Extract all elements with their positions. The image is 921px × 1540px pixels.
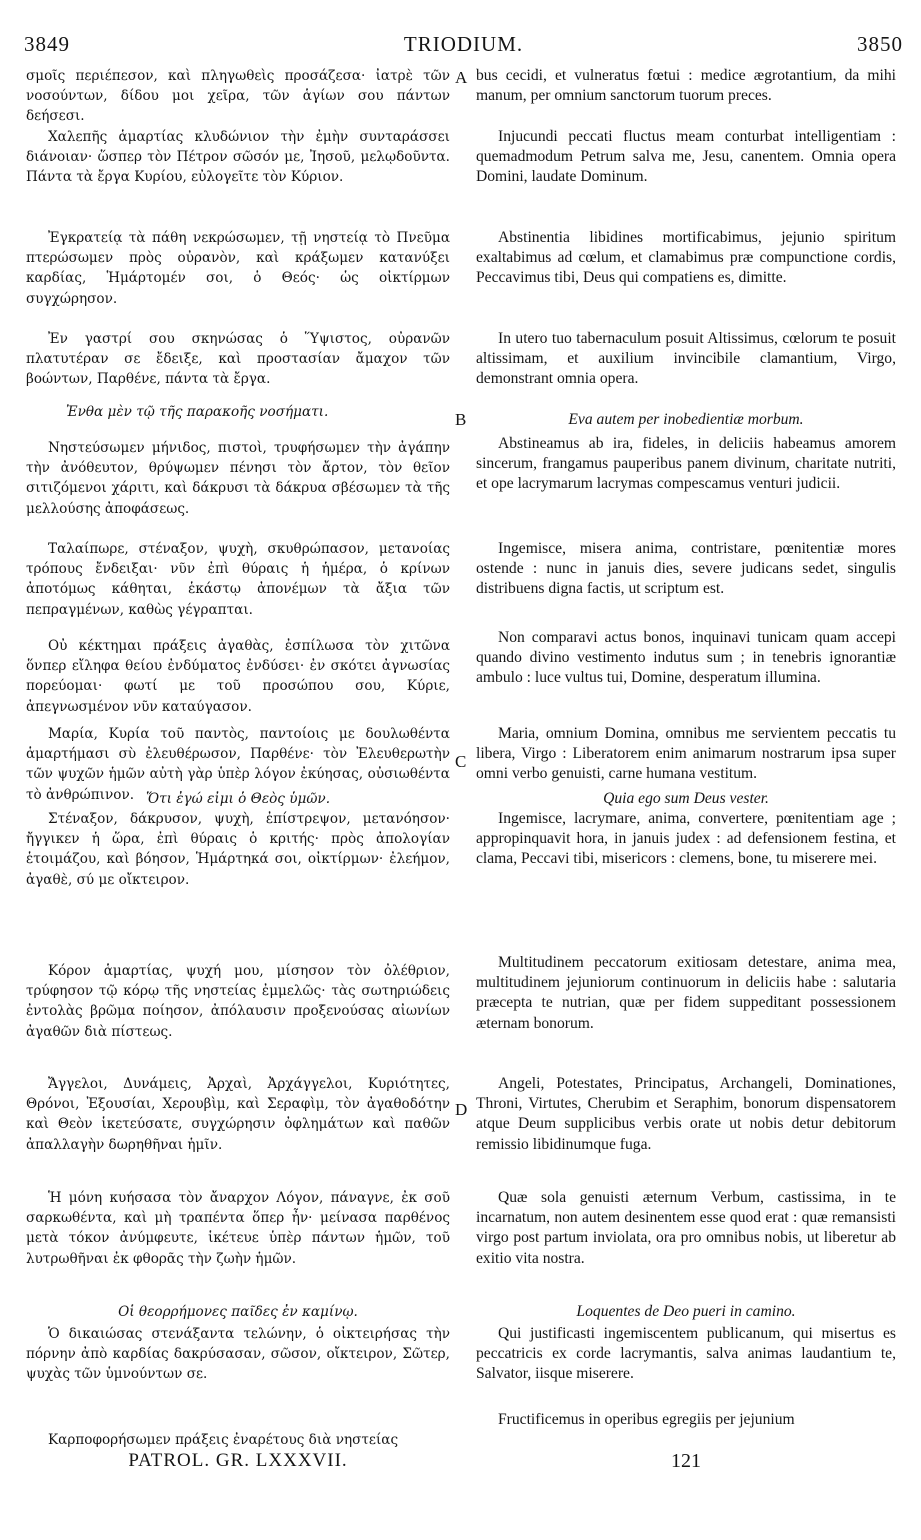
greek-paragraph: Μαρία, Κυρία τοῦ παντὸς, παντοίοις με δουλωθέντα ἁμαρτήμασι σὺ ἐλευθέρωσον, Παρθένε· τὸν Ἐλευθερωτὴν τῶν ψυχῶν ἡμῶν αὐτὴ γὰρ ὑπὲρ λόγον ἐκύησας, οὐσιωθέντα τὸ ἀνθρώπινον. [26, 726, 450, 803]
greek-paragraph: Ἡ μόνη κυήσασα τὸν ἄναρχον Λόγον, πάναγνε, ἐκ σοῦ σαρκωθέντα, καὶ μὴ τραπέντα ὅπερ ἦν· μείνασα παρθένος μετὰ τόκον ἀνύμφευτε, ἱκέτευε ὑπὲρ πάντων ἡμῶν, τοῦ λυτρωθῆναι ἐκ φθορᾶς τὴν ζωὴν ἡμῶν. [26, 1190, 450, 1267]
margin-letter-c: C [455, 752, 467, 771]
margin-letter-d: D [455, 1100, 468, 1119]
latin-paragraph: Quæ sola genuisti æternum Verbum, castissima, in te incarnatum, non autem desinentem esse quod erat : quæ remansisti virgo post partum inviolata, ora pro omnibus nobis, ut liberetur ab exitio vita nostra. [476, 1189, 896, 1267]
greek-heading: Οἱ θεορρήμονες παῖδες ἐν καμίνῳ. [118, 1304, 358, 1320]
greek-paragraph: Ἄγγελοι, Δυνάμεις, Ἀρχαὶ, Ἀρχάγγελοι, Κυριότητες, Θρόνοι, Ἐξουσίαι, Χερουβὶμ, καὶ Σεραφὶμ, τὸν ἀγαθοδότην καὶ Θεὸν ἱκετεύσατε, συγχώρησιν ὀφλημάτων καὶ παθῶν ἀπαλλαγὴν δωρηθῆναι ἡμῖν. [26, 1076, 450, 1153]
greek-paragraph: Στέναξον, δάκρυσον, ψυχὴ, ἐπίστρεψον, μετανόησον· ἤγγικεν ἡ ὥρα, ἐπὶ θύραις ὁ κριτής· πρὸς ἀπολογίαν ἑτοιμάζου, καὶ βόησον, Ἡμάρτηκά σοι, οἰκτίρμων· ἐλεήμον, ἀγαθὲ, σύ με οἴκτειρον. [26, 811, 450, 888]
latin-paragraph: Fructificemus in operibus egregiis per jejunium [498, 1411, 795, 1428]
page-number-left: 3849 [24, 32, 70, 56]
greek-paragraph: Ὁ δικαιώσας στενάξαντα τελώνην, ὁ οἰκτειρήσας τὴν πόρνην ἀπὸ καρδίας δακρύσασαν, σῶσον, οἴκτειρον, Σῶτερ, ψυχὰς τῶν ὑμνούντων σε. [26, 1326, 450, 1383]
margin-letter-b: B [455, 410, 467, 429]
greek-paragraph: Ἐν γαστρί σου σκηνώσας ὁ Ὕψιστος, οὐρανῶν πλατυτέραν σε ἔδειξε, καὶ προστασίαν ἄμαχον τῶν βοώντων, Παρθένε, πάντα τὰ ἔργα. [26, 331, 450, 388]
page-number-right: 3850 [857, 32, 903, 56]
latin-heading: Eva autem per inobedientiæ morbum. [568, 411, 804, 428]
running-title: TRIODIUM. [403, 32, 524, 56]
latin-paragraph: Injucundi peccati fluctus meam conturbat intelligentiam : quemadmodum Petrum salva me, Jesu, canentem. Omnia opera Domini, laudate Dominum. [476, 128, 896, 186]
latin-paragraph: Ingemisce, misera anima, contristare, pœnitentiæ mores ostende : nunc in januis dies, severe judicans sedet, singulis distribuens digna factis, ut scriptum est. [476, 540, 896, 598]
greek-heading: Ἐνθα μὲν τῷ τῆς παρακοῆς νοσήματι. [66, 404, 329, 420]
latin-heading: Quia ego sum Deus vester. [603, 790, 769, 807]
greek-paragraph: Νηστεύσωμεν μήνιδος, πιστοὶ, τρυφήσωμεν τὴν ἀγάπην τὴν ἀνόθευτον, θρύψωμεν πένησι τὸν ἄρτον, τὸν θεῖον σιτιζόμενοι χάριτι, καὶ δάκρυσι τὰ δάκρυα σβέσωμεν τὰ τῆς μελλούσης ἀποφάσεως. [26, 440, 450, 517]
latin-paragraph: bus cecidi, et vulneratus fœtui : medice ægrotantium, da mihi manum, per omnium sanctorum tuorum preces. [476, 67, 896, 105]
latin-paragraph: Multitudinem peccatorum exitiosam detestare, anima mea, multitudinem jejuniorum continuorum in deliciis habe : salutaria præcepta te nutrian, quæ per fidem suppeditant possessionem æternam bonorum. [476, 954, 896, 1032]
latin-paragraph: Maria, omnium Domina, omnibus me servientem peccatis tu libera, Virgo : Liberatorem enim animarum nostrarum ipsa super omni verbo genuisti, carne humana vestitum. [476, 725, 896, 783]
patrology-reference: PATROL. GR. LXXXVII. [128, 1450, 348, 1471]
greek-paragraph: Οὐ κέκτημαι πράξεις ἀγαθὰς, ἐσπίλωσα τὸν χιτῶνα ὅνπερ εἴληφα θείου ἐνδύματος ἐνδύσει· ἐν σκότει ἀγνωσίας πορεύομαι· φωτί με τοῦ προσώπου σου, Κύριε, ἀπεγνωσμένον νῦν καταύγασον. [26, 638, 450, 715]
latin-paragraph: Abstineamus ab ira, fideles, in deliciis habeamus amorem sincerum, frangamus pauperibus panem divinum, charitate nutriti, et ope lacrymarum lacrymas compescamus venturi judicii. [476, 435, 896, 493]
running-header [24, 32, 903, 62]
latin-paragraph: Non comparavi actus bonos, inquinavi tunicam quam accepi quando divino vestimento indutus sum ; in tenebris ignorantiæ ambulo : luce vultus tui, Domine, desperatum illumina. [476, 629, 896, 687]
greek-heading: Ὅτι ἐγώ εἰμι ὁ Θεὸς ὑμῶν. [145, 791, 331, 807]
latin-paragraph: Abstinentia libidines mortificabimus, jejunio spiritum exaltabimus ad cœlum, et clamabimus præ compunctione cordis, Peccavimus tibi, Deus qui compatiens es, dimitte. [476, 229, 896, 287]
margin-letter-a: A [455, 68, 468, 87]
signature-number: 121 [671, 1450, 701, 1472]
greek-paragraph: Καρποφορήσωμεν πράξεις ἐναρέτους διὰ νηστείας [48, 1432, 399, 1448]
latin-paragraph: Qui justificasti ingemiscentem publicanum, qui misertus es peccatricis ex corde lacrymantis, salva animas laudantium te, Salvator, iisque miserere. [476, 1325, 896, 1383]
greek-paragraph: σμοῖς περιέπεσον, καὶ πληγωθεὶς προσάζεσα· ἰατρὲ τῶν νοσούντων, δίδου μοι χεῖρα, τῶν ἁγίων σου πάντων δεήσεσι. [26, 68, 450, 125]
greek-paragraph: Χαλεπῆς ἁμαρτίας κλυδώνιον τὴν ἐμὴν συνταράσσει διάνοιαν· ὥσπερ τὸν Πέτρον σῶσόν με, Ἰησοῦ, μελῳδοῦντα. Πάντα τὰ ἔργα Κυρίου, εὐλογεῖτε τὸν Κύριον. [26, 129, 450, 186]
latin-paragraph: Angeli, Potestates, Principatus, Archangeli, Dominationes, Throni, Virtutes, Cherubim et Seraphim, bonorum dispensatorem atque Deum supplicibus verbis orate ut nobis detur debitorum remissio libidinumque fuga. [476, 1075, 896, 1153]
latin-paragraph: Ingemisce, lacrymare, anima, convertere, pœnitentiam age ; appropinquavit hora, in januis judex : ad defensionem festina, et clama, Peccavi tibi, misericors : clemens, bone, tu miserere mei. [476, 810, 896, 868]
greek-paragraph: Κόρον ἁμαρτίας, ψυχή μου, μίσησον τὸν ὀλέθριον, τρύφησον τῷ κόρῳ τῆς νηστείας ἐμμελῶς· τὰς σωτηριώδεις ἐντολὰς βρῶμα ποίησον, ἀπόλαυσιν προξενούσας αἰωνίων ἀγαθῶν διὰ πίστεως. [26, 963, 450, 1040]
latin-paragraph: In utero tuo tabernaculum posuit Altissimus, cœlorum te posuit altissimam, et auxilium invincibile clamantium, Virgo, demonstrant omnia opera. [476, 330, 896, 388]
latin-heading: Loquentes de Deo pueri in camino. [576, 1303, 796, 1320]
greek-paragraph: Ἐγκρατείᾳ τὰ πάθη νεκρώσωμεν, τῇ νηστείᾳ τὸ Πνεῦμα πτερώσωμεν πρὸς οὐρανὸν, καὶ κράξωμεν κατανύξει καρδίας, Ἡμάρτομέν σοι, ὁ Θεός· ὡς οἰκτίρμων συγχώρησον. [26, 230, 450, 307]
greek-paragraph: Ταλαίπωρε, στέναξον, ψυχὴ, σκυθρώπασον, μετανοίας τρόπους ἔνδειξαι· νῦν ἐπὶ θύραις ἡ ἡμέρα, ὁ κρίνων ἀποτόμως κάθηται, ἑκάστῳ ἀπονέμων τὰ ἄξια τῶν πεπραγμένων, καθὼς γέγραπται. [26, 541, 450, 618]
